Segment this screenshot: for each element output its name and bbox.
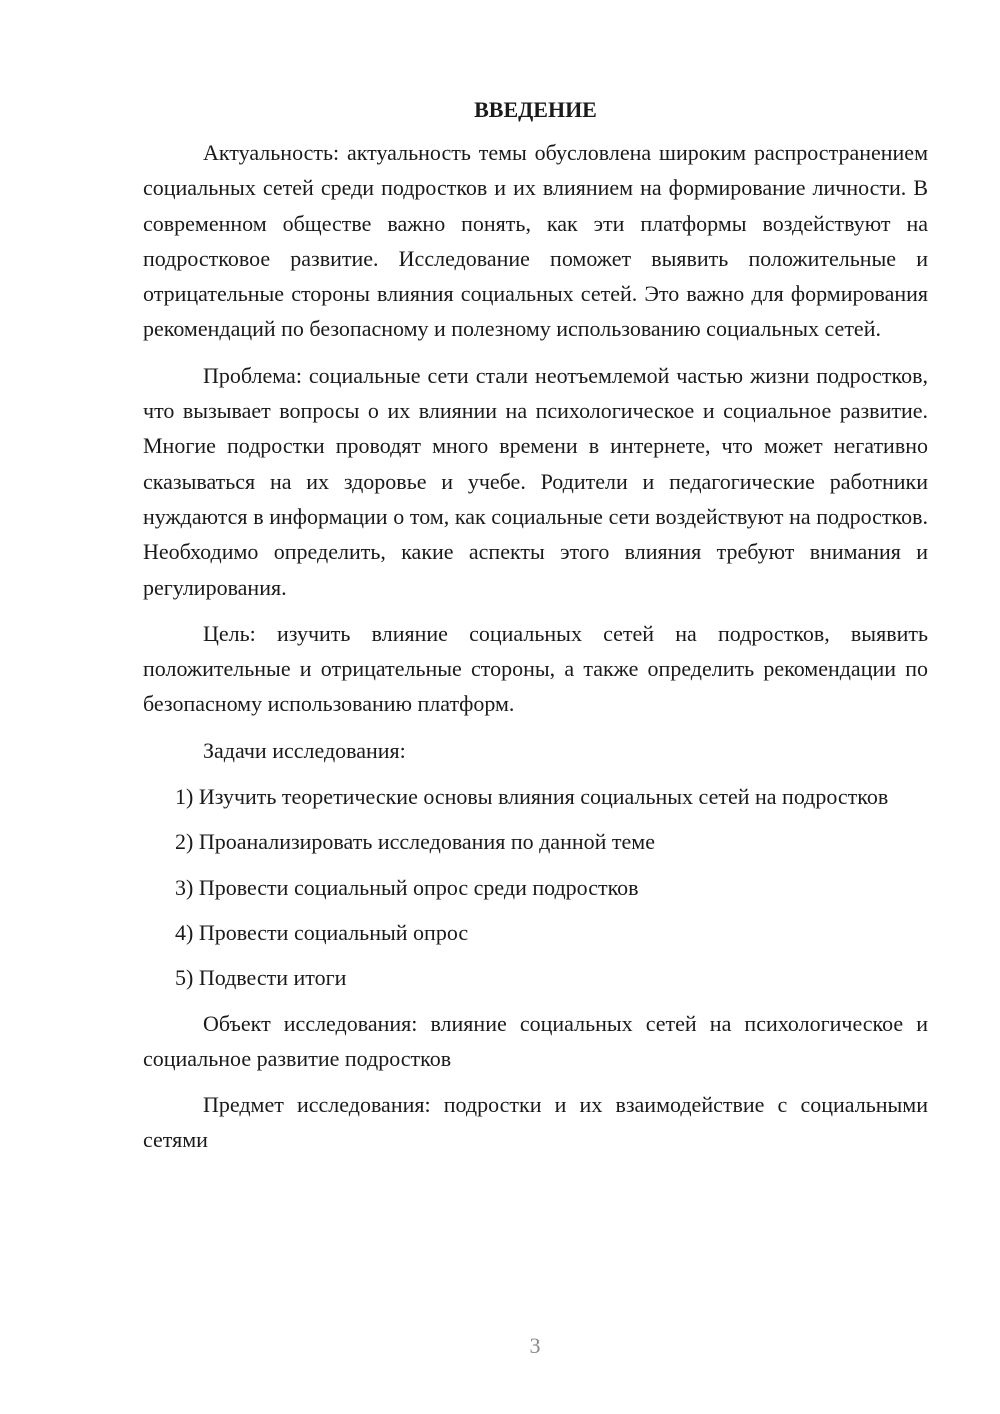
task-item-2: 2) Проанализировать исследования по данной теме: [175, 829, 655, 855]
task-item-5: 5) Подвести итоги: [175, 965, 347, 991]
task-item-4: 4) Провести социальный опрос: [175, 919, 469, 945]
document-page: [143, 92, 928, 1169]
tasks-heading: Задачи исследования:: [203, 737, 406, 763]
task-item-3: 3) Провести социальный опрос среди подростков: [175, 874, 639, 900]
page-number: 3: [529, 1333, 541, 1358]
object-paragraph: Объект исследования: влияние социальных сетей на психологическое и социальное развитие подростков: [143, 1010, 928, 1071]
problem-paragraph: Проблема: социальные сети стали неотъемлемой частью жизни подростков, что вызывает вопросы о их влиянии на психологическое и социальное развитие. Многие подростки проводят много времени в интернете, что может негативно сказываться на их здоровье и учебе. Родители и педагогические работники нуждаются в информации о том, как социальные сети воздействуют на подростков. Необходимо определить, какие аспекты этого влияния требуют внимания и регулирования.: [143, 362, 928, 600]
goal-paragraph: Цель: изучить влияние социальных сетей на подростков, выявить положительные и отрицательные стороны, а также определить рекомендации по безопасному использованию платформ.: [143, 620, 928, 717]
tasks-list: [143, 779, 928, 995]
subject-paragraph: Предмет исследования: подростки и их взаимодействие с социальными сетями: [143, 1092, 928, 1153]
relevance-paragraph: Актуальность: актуальность темы обусловлена широким распространением социальных сетей среди подростков и их влиянием на формирование личности. В современном обществе важно понять, как эти платформы воздействуют на подростковое развитие. Исследование поможет выявить положительные и отрицательные стороны влияния социальных сетей. Это важно для формирования рекомендаций по безопасному и полезному использованию социальных сетей.: [143, 140, 928, 342]
task-item-1: 1) Изучить теоретические основы влияния социальных сетей на подростков: [175, 784, 889, 810]
section-title: ВВЕДЕНИЕ: [474, 97, 597, 122]
